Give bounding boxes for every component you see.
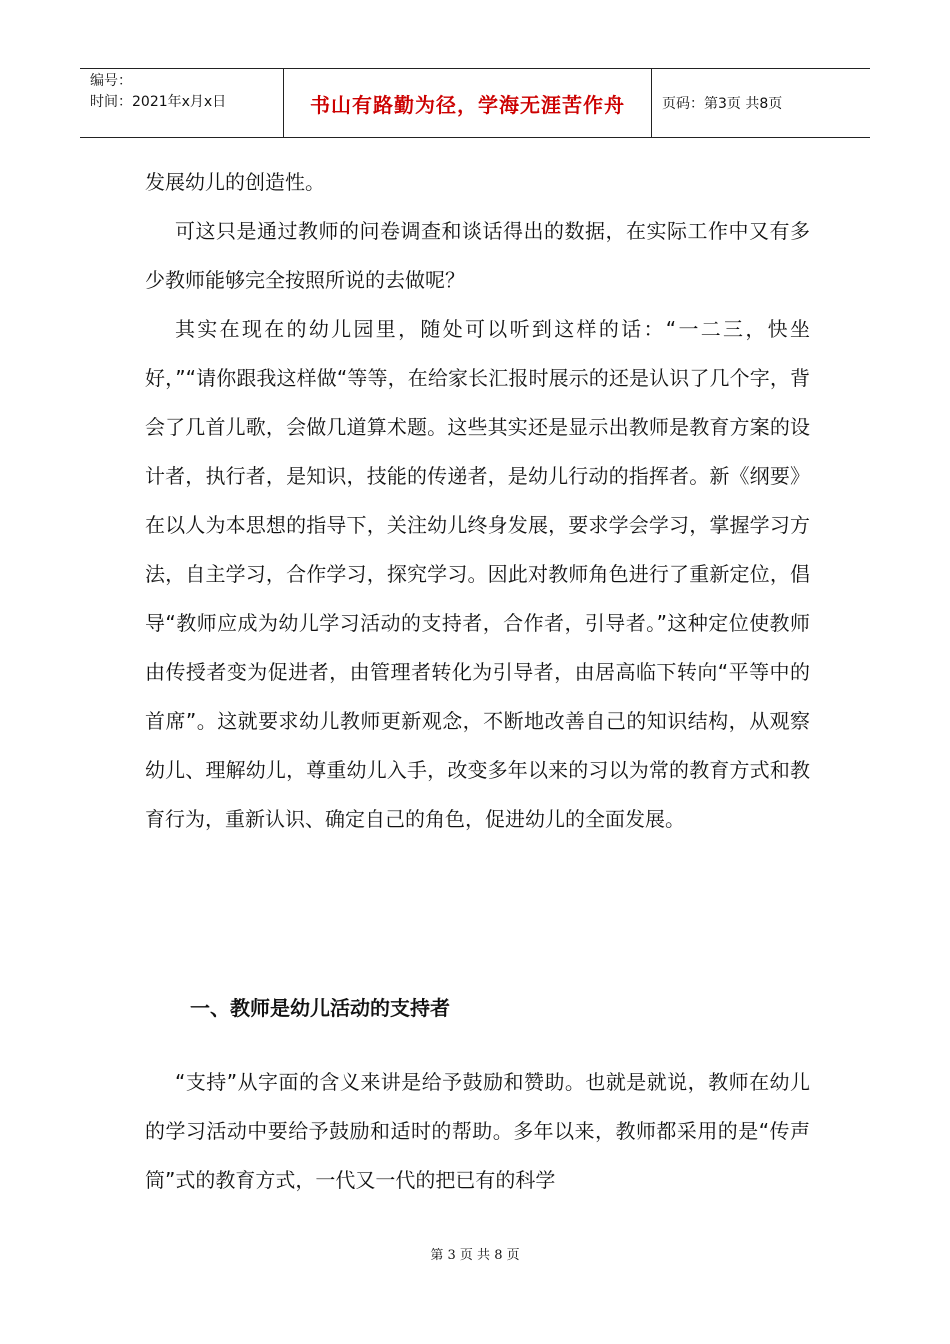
paragraph-4: “支持”从字面的含义来讲是给予鼓励和赞助。也就是就说，教师在幼儿的学习活动中要给予鼓励和适时的帮助。多年以来，教师都采用的是“传声筒”式的教育方式，一代又一代的把已有的科学 [145,1070,810,1192]
page-header [80,68,870,138]
page-footer: 第 3 页 共 8 页 [430,1248,520,1263]
header-page-info: 页码：第3页 共8页 [662,96,783,112]
paragraph-1: 发展幼儿的创造性。 [145,170,325,194]
section-continuation [145,158,810,844]
section-body [145,1058,810,1205]
paragraph-2: 可这只是通过教师的问卷调查和谈话得出的数据，在实际工作中又有多少教师能够完全按照所说的去做呢？ [145,219,810,292]
header-motto: 书山有路勤为径，学海无涯苦作舟 [284,69,652,137]
doc-number-label: 编号： [90,73,132,89]
paragraph-3: 其实在现在的幼儿园里，随处可以听到这样的话：“一二三，快坐好，”“请你跟我这样做“等等，在给家长汇报时展示的还是认识了几个字，背会了几首儿歌，会做几道算术题。这些其实还是显示出教师是教育方案的设计者，执行者，是知识，技能的传递者，是幼儿行动的指挥者。新《纲要》在以人为本思想的指导下，关注幼儿终身发展，要求学会学习，掌握学习方法，自主学习，合作学习，探究学习。因此对教师角色进行了重新定位，倡导“教师应成为幼儿学习活动的支持者，合作者，引导者。”这种定位使教师由传授者变为促进者，由管理者转化为引导者，由居高临下转向“平等中的首席”。这就要求幼儿教师更新观念，不断地改善自己的知识结构，从观察幼儿、理解幼儿，尊重幼儿入手，改变多年以来的习以为常的教育方式和教育行为，重新认识、确定自己的角色，促进幼儿的全面发展。 [145,317,810,831]
header-meta [80,69,284,137]
section-heading: 一、教师是幼儿活动的支持者 [190,996,450,1020]
doc-date-label: 时间：2021年x月x日 [90,94,227,110]
